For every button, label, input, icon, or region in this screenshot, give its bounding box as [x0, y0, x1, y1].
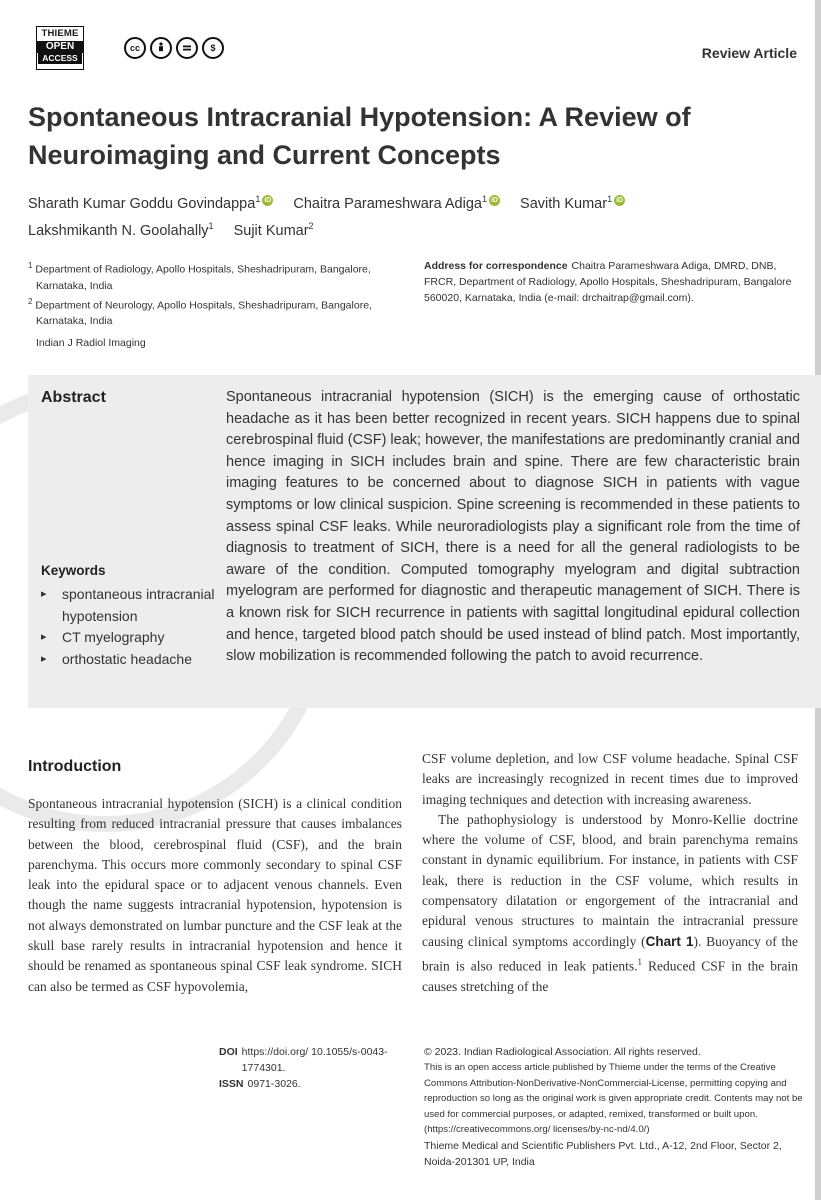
affiliations: [28, 258, 388, 329]
article-title: Spontaneous Intracranial Hypotension: A Review of Neuroimaging and Current Concepts: [28, 102, 691, 170]
introduction-heading: Introduction: [28, 758, 122, 775]
paragraph: Spontaneous intracranial hypotension (SICH) is a clinical condition resulting from reduced intracranial pressure that causes imbalances between the blood, cerebrospinal fluid (CSF), and the brain parenchyma. This occurs more commonly secondary to spinal CSF leak into the epidural space or to adjacent venous channels. Even though the name suggests intracranial hypotension, hypotension is not always demonstrated on lumbar puncture and the CSF leak at the skull base rarely results in intracranial hypotension and hence it should be renamed as spontaneous spinal CSF leak syndrome. SICH can also be termed as CSF hypovolemia,: [28, 796, 402, 994]
body-column-left: [28, 794, 402, 997]
orcid-icon[interactable]: iD: [491, 197, 498, 204]
orcid-icon[interactable]: iD: [264, 197, 272, 204]
affiliation-item: $^2$ Department of Neurology, Apollo Hospitals, Sheshadripuram, Bangalore, Karnataka, India: [28, 296, 372, 327]
keywords-list: [41, 584, 221, 670]
orcid-icon[interactable]: iD: [616, 197, 624, 204]
correspondence-label: Address for correspondence: [424, 260, 568, 272]
chart-reference-link[interactable]: Chart 1: [645, 933, 694, 949]
doi-block: DOI https://doi.org/ 10.1055/s-0043-1774301. ISSN 0971-3026.: [219, 1044, 392, 1092]
nc-icon: $: [202, 37, 224, 59]
copyright-block: [424, 1044, 804, 1170]
nd-icon: [176, 37, 198, 59]
logo-text-1: THIEME: [41, 28, 79, 39]
reference-link[interactable]: 1: [637, 956, 643, 967]
copyright-line: © 2023. Indian Radiological Association. All rights reserved.: [424, 1046, 701, 1058]
by-icon: [150, 37, 172, 59]
keyword-item[interactable]: ▸ CT myelography: [41, 627, 221, 649]
abstract-text: Spontaneous intracranial hypotension (SICH) is the emerging cause of orthostatic headache as it has been better recognized in recent years. SICH happens due to spinal cerebrospinal fluid (CSF) leak; however, the manifestations are predominantly cranial and hence imaging in SICH includes brain and spine. There are few characteristic brain imaging features to be concerned about to diagnose SICH in patients with vague symptoms or low clinical suspicion. Spine screening is recommended in these patients to assess spinal CSF leaks. While neuroradiologists play a significant role from the time of diagnosis to treatment of SICH, there is a need for all the general radiologists to be aware of the condition. Computed tomography myelogram and digital subtraction myelogram are performed for diagnostic and therapeutic management of SICH. There is a known risk for SICH recurrence in patients with sagittal longitudinal epidural collection and hence, targeted blood patch should be used instead of blind patch. Most importantly, slow mobilization is recommended following the patch to avoid recurrence.: [226, 389, 800, 665]
keyword-item[interactable]: ▸ spontaneous intracranial hypotension: [41, 584, 221, 627]
thieme-open-access-logo: [36, 26, 84, 70]
author[interactable]: Savith Kumar$^1$ iD: [520, 194, 624, 212]
author[interactable]: Sujit Kumar$^2$: [233, 220, 314, 239]
correspondence: [424, 258, 794, 306]
cc-icon: cc: [124, 37, 146, 59]
logo-text-2: OPEN: [37, 41, 83, 53]
license-icons: [124, 37, 224, 59]
author[interactable]: Chaitra Parameshwara Adiga$^1$ iD: [293, 194, 498, 212]
keywords-heading: Keywords: [41, 563, 106, 578]
author[interactable]: Lakshmikanth N. Goolahally$^1$: [28, 220, 214, 239]
logo-text-3: ACCESS: [38, 53, 82, 65]
publisher-text: Thieme Medical and Scientific Publishers Pvt. Ltd., A-12, 2nd Floor, Sector 2, Noida-201301 UP, India: [424, 1139, 782, 1168]
paragraph: The pathophysiology is understood by Monro-Kellie doctrine where the volume of CSF, blood, and brain parenchyma remains constant in dynamic equilibrium. For instance, in patients with CSF leak, there is reduction in the CSF volume, which results in compensatory dilatation or engorgement of the intracranial and epidural venous structures to maintain the intracranial pressure causing clinical symptoms accordingly (Chart 1). Buoyancy of the brain is also reduced in leak patients.$^1$ Reduced CSF in the brain causes stretching of the: [422, 811, 799, 994]
author-list: [28, 188, 788, 242]
paragraph: CSF volume depletion, and low CSF volume headache. Spinal CSF leaks are increasingly recognized in recent times due to improved imaging techniques and detection with increasing awareness.: [422, 751, 798, 807]
body-column-right: [422, 749, 798, 997]
author[interactable]: Sharath Kumar Goddu Govindappa$^1$ iD: [28, 194, 272, 212]
license-text: This is an open access article published by Thieme under the terms of the Creative Commons Attribution-NonDerivative-NonCommercial-License, permitting copying and reproduction so long as the original work is given appropriate credit. Contents may not be used for commercial purposes, or adapted, remixed, transformed or built upon. (https://creativecommons.org/ licenses/by-nc-nd/4.0/): [424, 1062, 803, 1135]
doi-link[interactable]: https://doi.org/ 10.1055/s-0043-1774301.: [241, 1046, 388, 1074]
article-type: Review Article: [701, 45, 797, 61]
keyword-item[interactable]: ▸ orthostatic headache: [41, 649, 221, 671]
affiliation-item: $^1$ Department of Radiology, Apollo Hospitals, Sheshadripuram, Bangalore, Karnataka, India: [28, 261, 371, 292]
correspondence-text: Chaitra Parameshwara Adiga, DMRD, DNB, FRCR, Department of Radiology, Apollo Hospitals, Sheshadripuram, Bangalore 560020, Karnataka, India (e-mail: drchaitrap@gmail.com).: [424, 260, 792, 304]
journal-name: Indian J Radiol Imaging: [36, 337, 146, 349]
abstract-heading: Abstract: [41, 389, 106, 406]
